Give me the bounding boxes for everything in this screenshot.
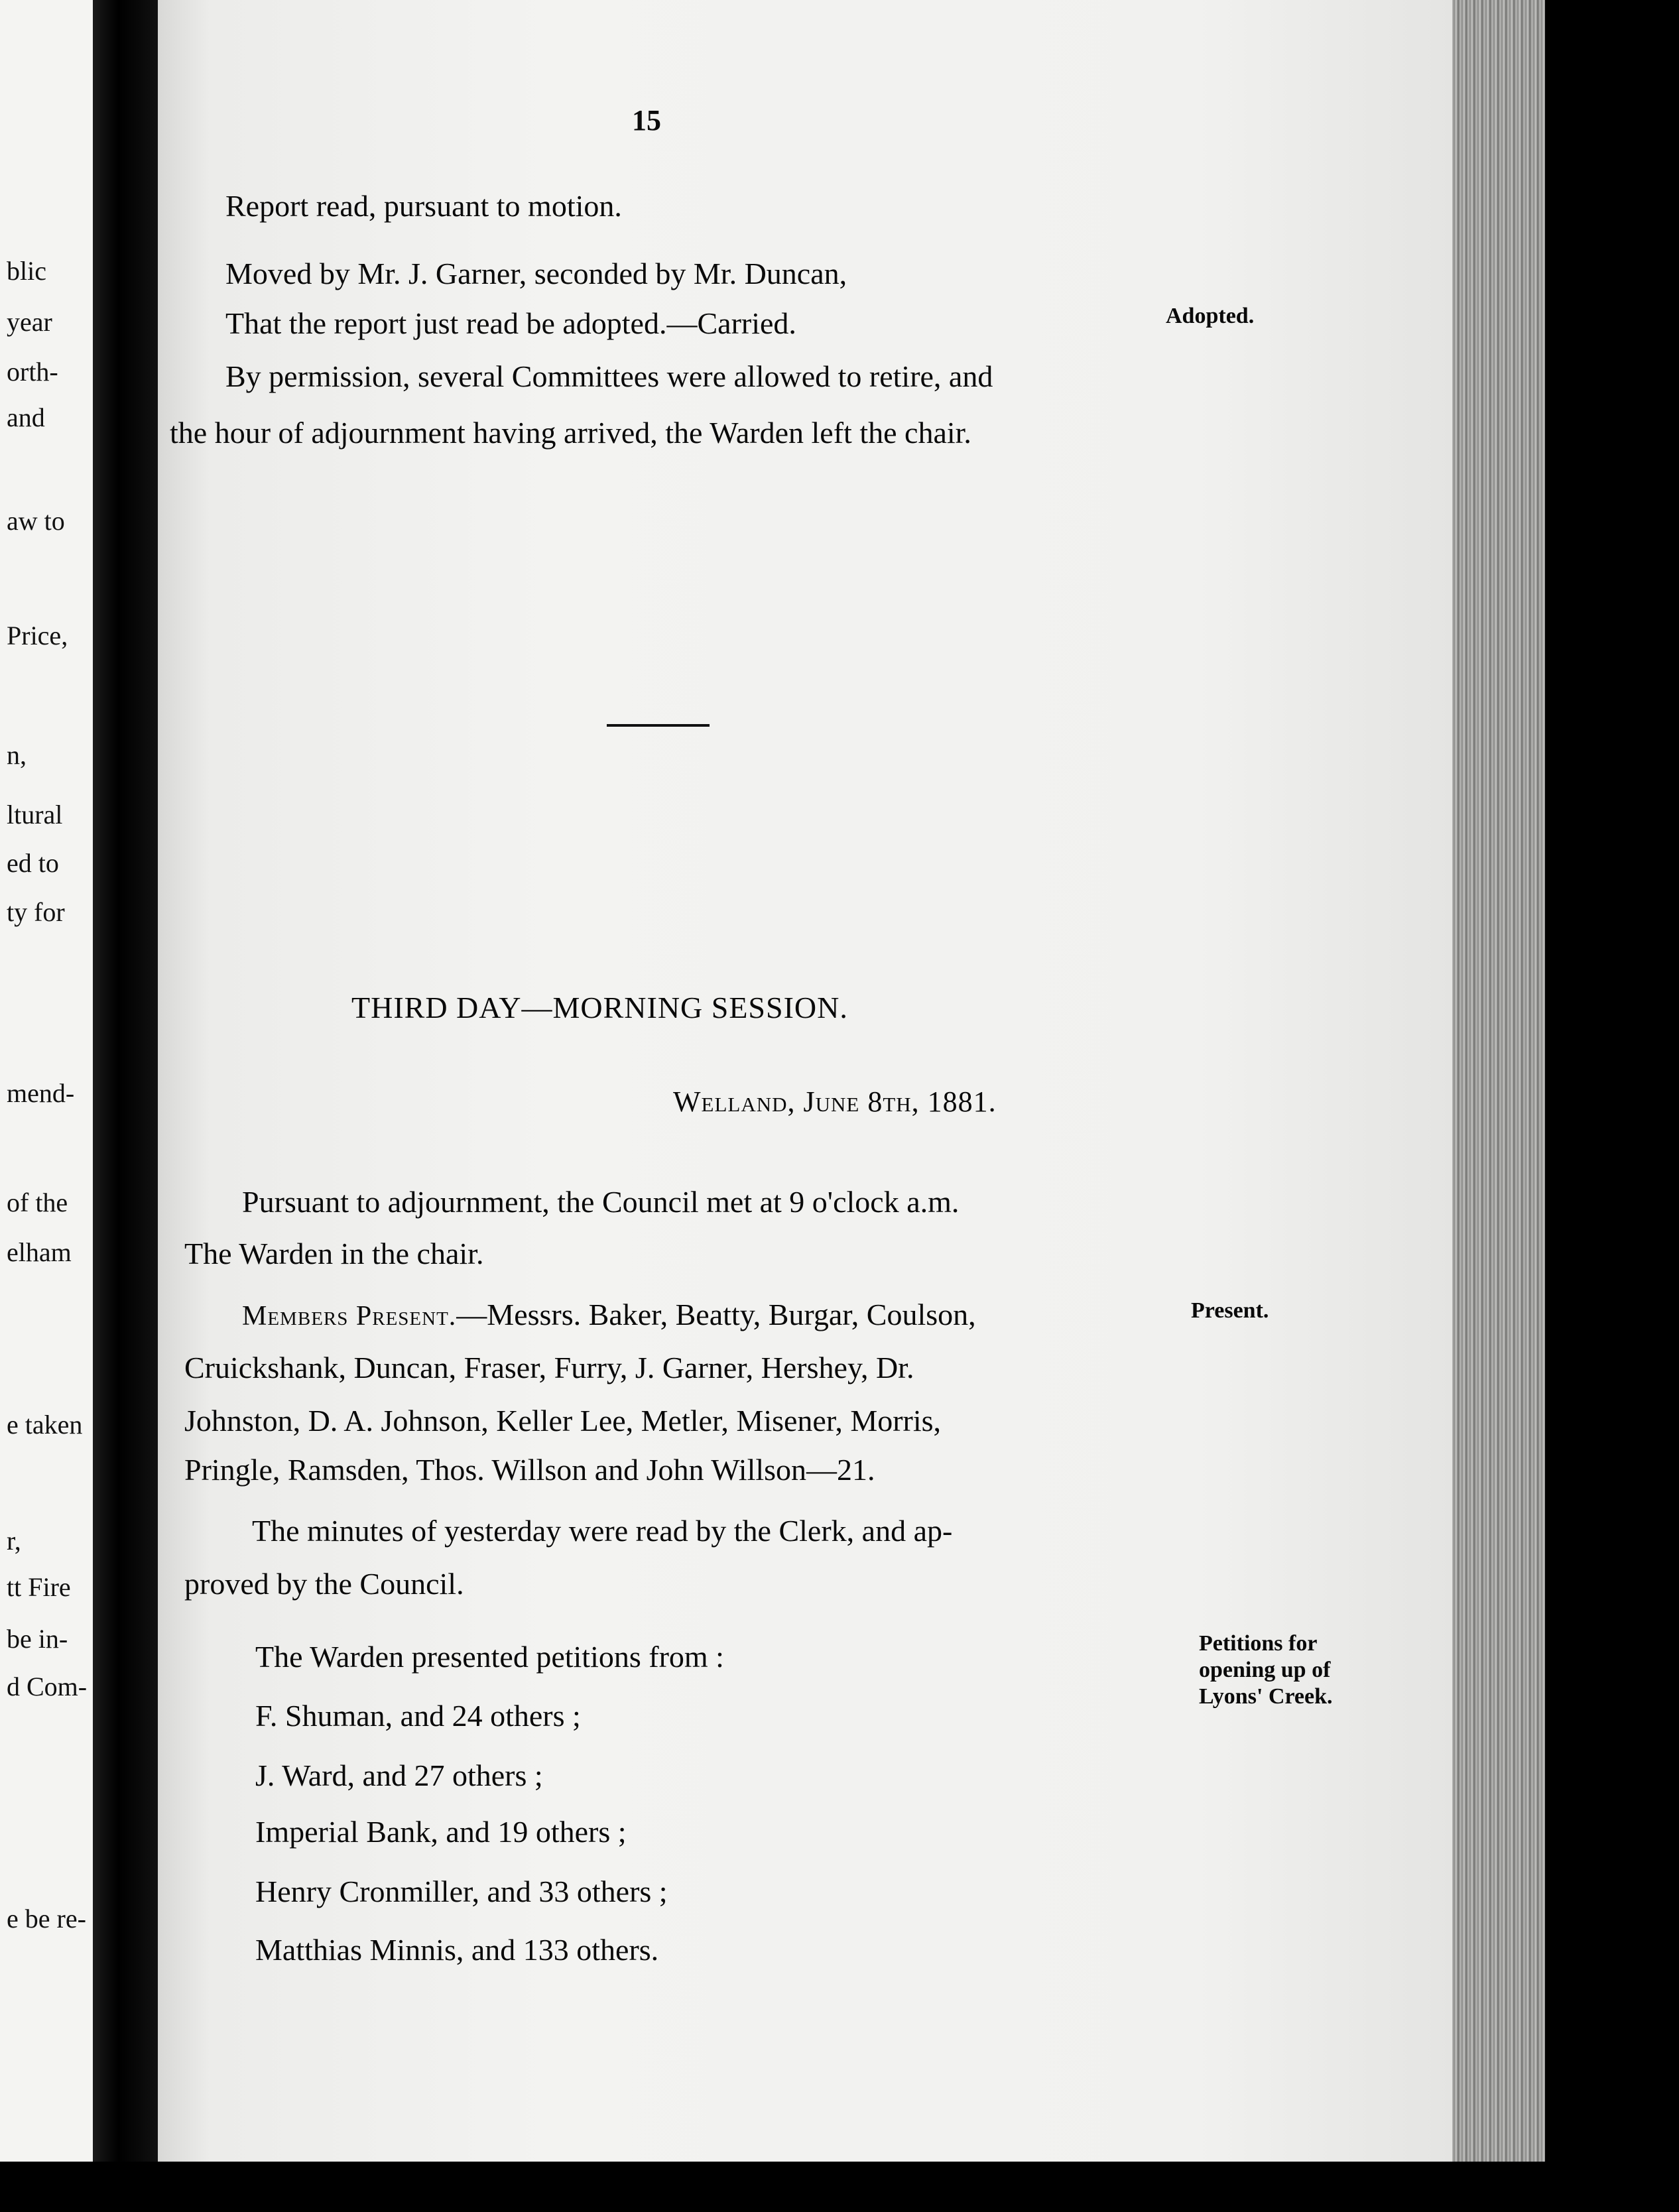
- adjournment-line: the hour of adjournment having arrived, the Warden left the chair.: [170, 416, 971, 450]
- scan-background-bottom: [0, 2162, 1679, 2212]
- scan-background-right: [1545, 0, 1679, 2212]
- left-fragment: ltural: [7, 800, 63, 830]
- section-divider: [607, 724, 710, 727]
- left-fragment: e taken: [7, 1410, 83, 1440]
- left-fragment: and: [7, 402, 45, 432]
- left-fragment: mend-: [7, 1078, 75, 1108]
- book-gutter: [93, 0, 158, 2212]
- pursuant-line: Pursuant to adjournment, the Council met at 9 o'clock a.m.: [242, 1185, 960, 1219]
- page-number: 15: [632, 104, 661, 137]
- dateline: Welland, June 8th, 1881.: [673, 1085, 997, 1118]
- margin-note-adopted: Adopted.: [1166, 304, 1255, 328]
- petition-item: J. Ward, and 27 others ;: [255, 1758, 543, 1792]
- left-fragment: e be re-: [7, 1904, 86, 1934]
- left-fragment: ty for: [7, 897, 65, 927]
- left-fragment: tt Fire: [7, 1572, 71, 1602]
- members-line-4: Pringle, Ramsden, Thos. Willson and John Willson—21.: [184, 1453, 875, 1487]
- margin-note-petitions-1: Petitions for: [1199, 1631, 1318, 1656]
- members-line-1: —Messrs. Baker, Beatty, Burgar, Coulson,: [456, 1298, 976, 1331]
- petition-item: Matthias Minnis, and 133 others.: [255, 1933, 659, 1967]
- petition-item: Imperial Bank, and 19 others ;: [255, 1815, 627, 1849]
- left-fragment: n,: [7, 740, 27, 770]
- petition-item: F. Shuman, and 24 others ;: [255, 1699, 581, 1733]
- petition-item: Henry Cronmiller, and 33 others ;: [255, 1874, 668, 1908]
- warden-chair-line: The Warden in the chair.: [184, 1237, 484, 1270]
- margin-note-petitions-2: opening up of: [1199, 1658, 1331, 1682]
- left-fragment: r,: [7, 1526, 21, 1556]
- session-heading: THIRD DAY—MORNING SESSION.: [351, 991, 848, 1024]
- left-fragment: aw to: [7, 506, 65, 536]
- petitions-intro: The Warden presented petitions from :: [255, 1640, 724, 1674]
- left-fragment: year: [7, 307, 52, 337]
- minutes-line-2: proved by the Council.: [184, 1567, 464, 1601]
- left-fragment: ed to: [7, 848, 59, 878]
- left-fragment: elham: [7, 1237, 72, 1267]
- left-fragment: orth-: [7, 357, 58, 387]
- report-read-line: Report read, pursuant to motion.: [225, 189, 622, 223]
- members-present-label: Members Present.: [242, 1301, 457, 1331]
- left-fragment: of the: [7, 1188, 68, 1217]
- left-fragment: Price,: [7, 621, 68, 650]
- left-fragment: d Com-: [7, 1672, 88, 1701]
- margin-note-petitions-3: Lyons' Creek.: [1199, 1684, 1333, 1709]
- report-adopted-line: That the report just read be adopted.—Carried.: [225, 306, 796, 340]
- members-line-3: Johnston, D. A. Johnson, Keller Lee, Metler, Misener, Morris,: [184, 1404, 942, 1438]
- members-line-2: Cruickshank, Duncan, Fraser, Furry, J. Garner, Hershey, Dr.: [184, 1351, 914, 1384]
- page-stack-edge: [1452, 0, 1545, 2212]
- moved-by-line: Moved by Mr. J. Garner, seconded by Mr. Duncan,: [225, 257, 847, 290]
- margin-note-present: Present.: [1191, 1298, 1269, 1323]
- minutes-line-1: The minutes of yesterday were read by the Clerk, and ap-: [252, 1514, 953, 1548]
- left-fragment: blic: [7, 256, 46, 286]
- permission-line: By permission, several Committees were allowed to retire, and: [225, 359, 993, 393]
- left-fragment: be in-: [7, 1624, 68, 1654]
